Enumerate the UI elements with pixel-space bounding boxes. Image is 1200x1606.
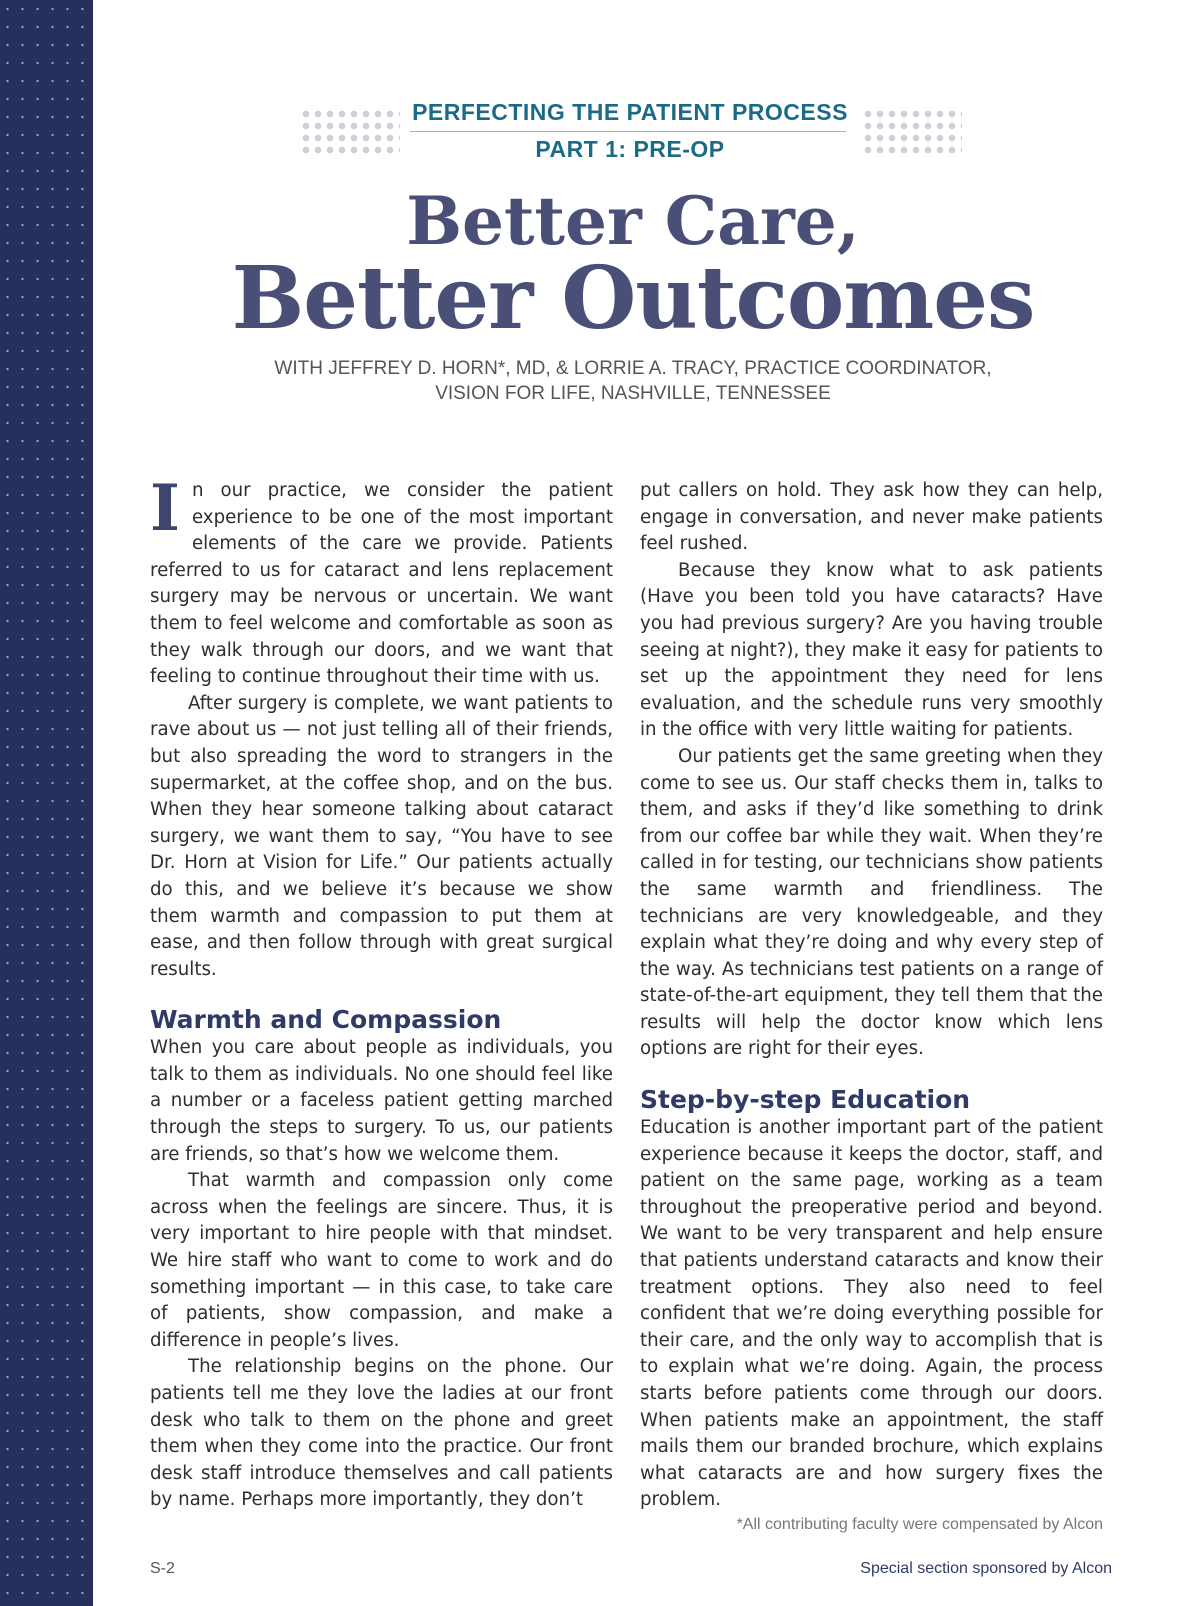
paragraph: Education is another important part of the patient experience because it keeps the doctor, staff, and patient on the same page, working as a team throughout the preoperative period and beyond. We want to be very transparent and help ensure that patients understand cataracts and know their treatment options. They also need to feel confident that we’re doing everything possible for their care, and the only way to accomplish that is to explain what we’re doing. Again, the process starts before patients come through our doors. When patients make an appointment, the staff mails them our branded brochure, which explains what cataracts are and how surgery fixes the problem.	[640, 1117, 1103, 1511]
paragraph: After surgery is complete, we want patients to rave about us — not just telling all of their friends, but also spreading the word to strangers in the supermarket, at the coffee shop, and on the bus. When they hear someone talking about cataract surgery, we want them to say, “You have to see Dr. Horn at Vision for Life.” Our patients actually do this, and we believe it’s because we show them warmth and compassion to put them at ease, and then follow through with great surgical results.	[150, 692, 613, 980]
article-column-left	[150, 471, 613, 1514]
paragraph: The relationship begins on the phone. Our patients tell me they love the ladies at our front desk who talk to them on the phone and greet them when they come into the practice. Our front desk staff introduce themselves and call patients by name. Perhaps more importantly, they don’t	[150, 1356, 613, 1511]
drop-cap: I	[150, 471, 180, 546]
section-kicker: PERFECTING THE PATIENT PROCESS	[412, 99, 848, 125]
paragraph: That warmth and compassion only come across when the feelings are sincere. Thus, it is very important to hire people with that mindset. We hire staff who want to come to work and do something important — in this case, to take care of patients, show compassion, and make a difference in people’s lives.	[150, 1170, 613, 1351]
byline	[200, 356, 1066, 406]
paragraph-intro-text: n our practice, we consider the patient experience to be one of the most important elements of the care we provide. Patients referred to us for cataract and lens replacement surgery may be nervous or uncertain. We want them to feel welcome and comfortable as soon as they walk through our doors, and we want that feeling to continue throughout their time with us.	[150, 480, 613, 688]
section-heading-warmth: Warmth and Compassion	[150, 1005, 502, 1035]
kicker-divider	[410, 131, 846, 132]
paragraph-intro	[150, 471, 613, 691]
sponsor-line: Special section sponsored by Alcon	[860, 1560, 1112, 1577]
section-heading-education: Step-by-step Education	[640, 1085, 971, 1115]
decorative-side-band	[0, 0, 93, 1606]
byline-line-2: VISION FOR LIFE, NASHVILLE, TENNESSEE	[435, 383, 831, 404]
paragraph: Because they know what to ask patients (Have you been told you have cataracts? Have you had previous surgery? Are you having trouble seeing at night?), they make it easy for patients to set up the appointment they need for lens evaluation, and the schedule runs very smoothly in the office with very little waiting for patients.	[640, 559, 1103, 741]
paragraph: When you care about people as individuals, you talk to them as individuals. No one should feel like a number or a faceless patient getting marched through the steps to surgery. To us, our patients are friends, so that’s how we welcome them.	[150, 1037, 613, 1165]
byline-line-1: WITH JEFFREY D. HORN*, MD, & LORRIE A. TRACY, PRACTICE COORDINATOR,	[274, 358, 992, 379]
article-column-right	[640, 478, 1103, 1514]
page-title-line-2: Better Outcomes	[231, 248, 1035, 349]
page-title-line-1: Better Care,	[406, 182, 860, 260]
page-number: S-2	[150, 1560, 175, 1577]
section-part-label: PART 1: PRE-OP	[535, 136, 725, 162]
disclosure-footnote: *All contributing faculty were compensated by Alcon	[736, 1516, 1103, 1533]
paragraph: put callers on hold. They ask how they can help, engage in conversation, and never make patients feel rushed.	[640, 480, 1103, 555]
paragraph: Our patients get the same greeting when they come to see us. Our staff checks them in, talks to them, and asks if they’d like something to drink from our coffee bar while they wait. When they’re called in for testing, our technicians show patients the same warmth and friendliness. The technicians are very knowledgeable, and they explain what they’re doing and why every step of the way. As technicians test patients on a range of state-of-the-art equipment, they tell them that the results will help the doctor know which lens options are right for their eyes.	[640, 745, 1103, 1060]
